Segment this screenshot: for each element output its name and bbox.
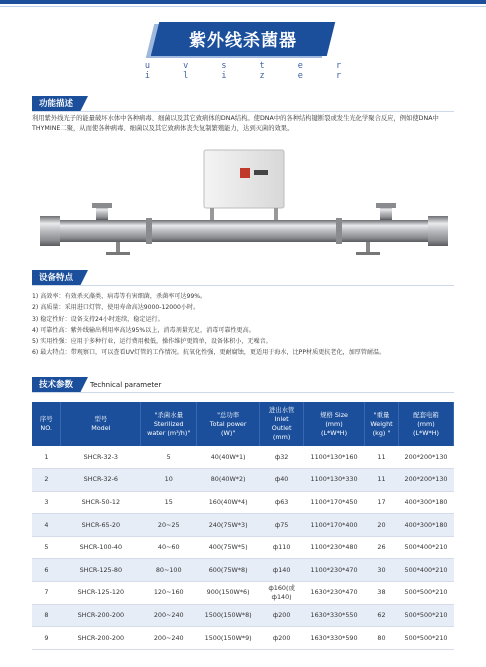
table-cell: 7 — [32, 582, 61, 605]
table-cell: ф75 — [260, 514, 304, 537]
table-cell: 160(40W*4) — [197, 491, 260, 514]
table-cell: 9 — [32, 627, 61, 650]
table-cell: 3 — [32, 491, 61, 514]
function-heading: 功能描述 — [32, 96, 80, 112]
table-cell: 2 — [32, 469, 61, 492]
table-row — [32, 559, 454, 582]
table-cell: 500*400*210 — [398, 559, 453, 582]
table-header-line: (mm) — [417, 419, 435, 428]
table-row — [32, 446, 454, 469]
table-cell: 500*500*210 — [398, 627, 453, 650]
table-cell: 240(75W*3) — [197, 514, 260, 537]
table-row — [32, 469, 454, 492]
table-cell: 500*500*210 — [398, 604, 453, 627]
table-cell: 40(40W*1) — [197, 446, 260, 469]
table-header-line: "杀菌水量 — [154, 410, 183, 419]
table-header-line: Model — [91, 424, 111, 432]
table-row — [32, 536, 454, 559]
table-cell: ф140 — [260, 559, 304, 582]
table-header-cell — [32, 402, 61, 446]
table-header-row — [32, 402, 454, 446]
table-cell: 11 — [365, 469, 399, 492]
table-cell: 400*300*180 — [398, 514, 453, 537]
table-header-line: (W)" — [221, 428, 236, 437]
table-header-line: (kg) " — [372, 428, 391, 437]
features-divider — [32, 285, 454, 286]
table-cell: SHCR-50-12 — [61, 491, 141, 514]
table-header-line: Weight — [370, 419, 393, 428]
table-header-line: (L*W*H) — [321, 428, 348, 437]
table-cell: 80 — [365, 627, 399, 650]
table-cell: 38 — [365, 582, 399, 605]
table-header-cell — [365, 402, 399, 446]
table-cell: 17 — [365, 491, 399, 514]
table-cell: 5 — [32, 536, 61, 559]
table-cell: 200*200*130 — [398, 469, 453, 492]
feature-item: 6) 最大特点：带观察口，可以查看UV灯管的工作情况。抗氧化性强，更耐腐蚀，更适用于海水，比PP材质更抗老化，加厚管耐温。 — [32, 349, 386, 357]
table-header-line: "重量 — [373, 410, 390, 419]
table-cell: ф40 — [260, 469, 304, 492]
table-cell: ф32 — [260, 446, 304, 469]
table-header-line: Inlet — [274, 415, 289, 423]
table-cell: SHCR-32-3 — [61, 446, 141, 469]
table-row — [32, 582, 454, 605]
table-cell: 200~240 — [141, 627, 197, 650]
table-header-cell — [197, 402, 260, 446]
table-header-cell — [141, 402, 197, 446]
page-subtitle: u v s t e r i l i z e r — [144, 61, 356, 81]
table-cell: 40~60 — [141, 536, 197, 559]
function-divider — [32, 111, 454, 112]
table-cell: 600(75W*8) — [197, 559, 260, 582]
table-cell: 400*300*180 — [398, 491, 453, 514]
table-row — [32, 491, 454, 514]
features-heading: 设备特点 — [32, 270, 80, 286]
table-header-line: Sterilized — [153, 419, 184, 428]
table-cell: SHCR-125-120 — [61, 582, 141, 605]
table-cell: 8 — [32, 604, 61, 627]
table-header-line: "总功率 — [217, 410, 240, 419]
table-cell: 20~25 — [141, 514, 197, 537]
table-cell: 1500(150W*8) — [197, 604, 260, 627]
table-cell: 80~100 — [141, 559, 197, 582]
table-cell: 26 — [365, 536, 399, 559]
table-header-line: 配套电箱 — [413, 410, 439, 419]
top-accent-line — [0, 6, 486, 7]
table-header-line: NO. — [40, 424, 53, 432]
table-row — [32, 627, 454, 650]
table-header-cell — [61, 402, 141, 446]
table-cell: 6 — [32, 559, 61, 582]
table-cell: 500*500*210 — [398, 582, 453, 605]
table-cell: 5 — [141, 446, 197, 469]
table-cell: 11 — [365, 446, 399, 469]
tech-divider — [32, 392, 454, 393]
table-cell: 80(40W*2) — [197, 469, 260, 492]
table-cell: 500*400*210 — [398, 536, 453, 559]
table-cell: 62 — [365, 604, 399, 627]
table-cell: 10 — [141, 469, 197, 492]
table-header-line: (L*W*H) — [412, 428, 440, 437]
table-cell: 400(75W*5) — [197, 536, 260, 559]
table-cell: 1100*170*400 — [304, 514, 365, 537]
table-header-line: (mm) — [325, 419, 343, 428]
feature-item: 4) 可靠性高：紫外线输出利用率高达95%以上，消毒剂量充足，消毒可靠性更高。 — [32, 326, 255, 334]
table-row — [32, 514, 454, 537]
table-cell: ф110 — [260, 536, 304, 559]
table-cell: 1100*170*450 — [304, 491, 365, 514]
page-title: 紫外线杀菌器 — [189, 31, 297, 51]
table-cell: 15 — [141, 491, 197, 514]
table-cell: 120~160 — [141, 582, 197, 605]
table-cell: 20 — [365, 514, 399, 537]
function-description: 利用紫外线光子的能量破坏水体中各种病毒、细菌以及其它致病体的DNA结构。使DNA中的各种结构键断裂或发生光化学聚合反应，例如使DNA中THYMINE二聚，从而使各种病毒、细菌以及其它致病体丧失复制繁殖能力，达到灭菌的效果。 — [32, 115, 439, 132]
table-cell: SHCR-100-40 — [61, 536, 141, 559]
table-cell: SHCR-32-6 — [61, 469, 141, 492]
feature-item: 1) 高效率：有效杀灭藻类、病毒等有害细菌，杀菌率可达99%。 — [32, 293, 207, 300]
tech-heading-en: Technical parameter — [90, 381, 162, 389]
table-cell: ф200 — [260, 604, 304, 627]
table-cell: 1100*230*480 — [304, 536, 365, 559]
table-cell: ф63 — [260, 491, 304, 514]
table-cell: 200*200*130 — [398, 446, 453, 469]
uv-sterilizer-device-image — [36, 148, 452, 258]
table-cell: 1630*330*590 — [304, 627, 365, 650]
tech-heading: 技术参数 — [32, 377, 80, 393]
table-header-cell — [260, 402, 304, 446]
table-cell: 1100*130*160 — [304, 446, 365, 469]
features-list — [32, 291, 456, 359]
table-header-line: Outlet — [271, 424, 292, 432]
table-cell: SHCR-200-200 — [61, 627, 141, 650]
table-cell: 1630*330*550 — [304, 604, 365, 627]
spec-table — [32, 402, 454, 650]
table-header-line: 序号 — [39, 415, 53, 423]
table-header-cell — [304, 402, 365, 446]
table-cell: 30 — [365, 559, 399, 582]
table-cell: 1 — [32, 446, 61, 469]
table-row — [32, 604, 454, 627]
table-cell: 1500(150W*9) — [197, 627, 260, 650]
table-cell: 200~240 — [141, 604, 197, 627]
table-header-line: water (m³/h)" — [147, 428, 191, 437]
table-cell: SHCR-200-200 — [61, 604, 141, 627]
table-cell: 900(150W*6) — [197, 582, 260, 605]
table-cell: 1100*230*470 — [304, 559, 365, 582]
table-cell: ф160(或 ф140) — [260, 582, 304, 605]
table-cell: 4 — [32, 514, 61, 537]
table-cell: ф200 — [260, 627, 304, 650]
feature-item: 5) 实用性强：应用于多种行业，运行费用极低，操作维护更简单，设备体积小，无噪音。 — [32, 338, 272, 346]
table-cell: SHCR-65-20 — [61, 514, 141, 537]
table-header-line: 型号 — [94, 415, 108, 423]
top-accent-bar — [0, 0, 486, 4]
table-body — [32, 446, 454, 649]
feature-item: 3) 稳定性好：设备支持24小时连续，稳定运行。 — [32, 315, 164, 323]
table-header-line: 进出水管 — [268, 406, 295, 414]
table-header-line: Total power — [209, 419, 247, 428]
table-header-line: (mm) — [272, 433, 291, 441]
feature-item: 2) 高质量：采用进口灯管，使用寿命高达9000-12000小时。 — [32, 304, 200, 312]
table-cell: 1630*230*470 — [304, 582, 365, 605]
table-cell: 1100*130*330 — [304, 469, 365, 492]
table-header-line: 规格 Size — [320, 410, 348, 419]
table-cell: SHCR-125-80 — [61, 559, 141, 582]
table-header-cell — [398, 402, 453, 446]
